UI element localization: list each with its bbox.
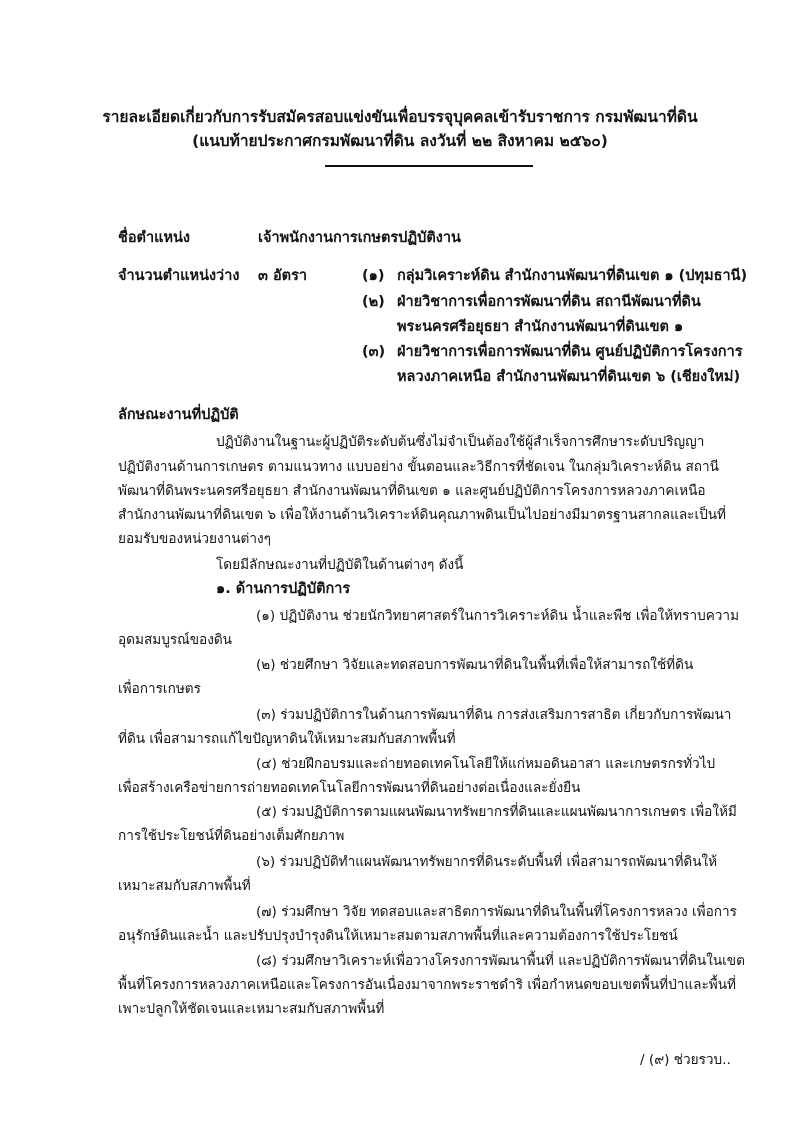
item-8-rest: พื้นที่โครงการหลวงภาคเหนือและโครงการอันเนื่องมาจากพระราชดำริ เพื่อกำหนดขอบเขตพื้นที่ป่าและพื้นที่ xyxy=(118,977,736,993)
intro-line-3: พัฒนาที่ดินพระนครศรีอยุธยา สำนักงานพัฒนาที่ดินเขต ๑ และศูนย์ปฏิบัติการโครงการหลวงภาคเหนือ xyxy=(118,483,706,499)
item-3-first: (๓) ร่วมปฏิบัติการในด้านการพัฒนาที่ดิน การส่งเสริมการสาธิต เกี่ยวกับการพัฒนา xyxy=(256,707,732,723)
unit-2-line-1: ฝ่ายวิชาการเพื่อการพัฒนาที่ดิน สถานีพัฒนาที่ดิน xyxy=(397,294,701,310)
unit-3-line-1: ฝ่ายวิชาการเพื่อการพัฒนาที่ดิน ศูนย์ปฏิบัติการโครงการ xyxy=(397,344,743,360)
unit-2-line-2: พระนครศรีอยุธยา สำนักงานพัฒนาที่ดินเขต ๑ xyxy=(397,319,684,335)
item-2-rest: เพื่อการเกษตร xyxy=(118,681,201,697)
vacancy-label: จำนวนตำแหน่งว่าง xyxy=(118,268,240,284)
unit-2-number: (๒) xyxy=(362,294,385,310)
item-1-first: (๑) ปฏิบัติงาน ช่วยนักวิทยาศาสตร์ในการวิเคราะห์ดิน น้ำและพืช เพื่อให้ทราบความ xyxy=(256,608,740,624)
intro-line-4: สำนักงานพัฒนาที่ดินเขต ๖ เพื่อให้งานด้านวิเคราะห์ดินคุณภาพดินเป็นไปอย่างมีมาตรฐานสากลและเป็นที่ xyxy=(118,507,727,523)
sub-intro: โดยมีลักษณะงานที่ปฏิบัติในด้านต่างๆ ดังนี้ xyxy=(216,557,464,573)
title-divider xyxy=(325,165,533,167)
unit-3-line-2: หลวงภาคเหนือ สำนักงานพัฒนาที่ดินเขต ๖ (เชียงใหม่) xyxy=(397,369,741,385)
item-5-rest: การใช้ประโยชน์ที่ดินอย่างเต็มศักยภาพ xyxy=(118,828,345,844)
position-name-value: เจ้าพนักงานการเกษตรปฏิบัติงาน xyxy=(258,230,461,246)
item-4-rest: เพื่อสร้างเครือข่ายการถ่ายทอดเทคโนโลยีการพัฒนาที่ดินอย่างต่อเนื่องและยั่งยืน xyxy=(118,780,581,796)
unit-1-line-1: กลุ่มวิเคราะห์ดิน สำนักงานพัฒนาที่ดินเขต ๑ (ปทุมธานี) xyxy=(397,268,748,284)
item-1-rest: อุดมสมบูรณ์ของดิน xyxy=(118,632,232,648)
job-nature-heading: ลักษณะงานที่ปฏิบัติ xyxy=(118,407,239,423)
item-3-rest: ที่ดิน เพื่อสามารถแก้ไขปัญหาดินให้เหมาะสมกับสภาพพื้นที่ xyxy=(118,731,456,747)
item-8-first: (๘) ร่วมศึกษาวิเคราะห์เพื่อวางโครงการพัฒนาพื้นที่ และปฏิบัติการพัฒนาที่ดินในเขต xyxy=(256,953,745,969)
document-title: รายละเอียดเกี่ยวกับการรับสมัครสอบแข่งขันเพื่อบรรจุบุคคลเข้ารับราชการ กรมพัฒนาที่ดิน xyxy=(102,108,698,126)
item-5-first: (๕) ร่วมปฏิบัติการตามแผนพัฒนาทรัพยากรที่ดินและแผนพัฒนาการเกษตร เพื่อให้มี xyxy=(256,804,737,820)
document-subtitle: (แนบท้ายประกาศกรมพัฒนาที่ดิน ลงวันที่ ๒๒ สิงหาคม ๒๕๖๐) xyxy=(192,132,608,150)
item-7-rest: อนุรักษ์ดินและน้ำ และปรับปรุงบำรุงดินให้เหมาะสมตามสภาพพื้นที่และความต้องการใช้ประโยชน์ xyxy=(118,928,678,944)
item-6-first: (๖) ร่วมปฏิบัติทำแผนพัฒนาทรัพยากรที่ดินระดับพื้นที่ เพื่อสามารถพัฒนาที่ดินให้ xyxy=(256,854,718,870)
intro-line-5: ยอมรับของหน่วยงานต่างๆ xyxy=(118,531,271,547)
intro-line-1: ปฏิบัติงานในฐานะผู้ปฏิบัติระดับต้นซึ่งไม่จำเป็นต้องใช้ผู้สำเร็จการศึกษาระดับปริญญา xyxy=(216,434,705,450)
continuation-note: / (๙) ช่วยรวบ.. xyxy=(640,1052,731,1068)
position-name-label: ชื่อตำแหน่ง xyxy=(118,230,191,246)
unit-3-number: (๓) xyxy=(362,344,386,360)
item-8-rest-2: เพาะปลูกให้ชัดเจนและเหมาะสมกับสภาพพื้นที่ xyxy=(118,1001,385,1017)
unit-1-number: (๑) xyxy=(362,268,385,284)
intro-line-2: ปฏิบัติงานด้านการเกษตร ตามแนวทาง แบบอย่าง ขั้นตอนและวิธีการที่ชัดเจน ในกลุ่มวิเคราะห์ดิน สถานี xyxy=(118,459,719,475)
item-4-first: (๔) ช่วยฝึกอบรมและถ่ายทอดเทคโนโลยีให้แก่หมอดินอาสา และเกษตรกรทั่วไป xyxy=(256,756,716,772)
vacancy-count: ๓ อัตรา xyxy=(258,268,308,284)
item-2-first: (๒) ช่วยศึกษา วิจัยและทดสอบการพัฒนาที่ดินในพื้นที่เพื่อให้สามารถใช้ที่ดิน xyxy=(256,657,694,673)
section-1-heading: ๑. ด้านการปฏิบัติการ xyxy=(216,581,351,597)
item-6-rest: เหมาะสมกับสภาพพื้นที่ xyxy=(118,878,251,894)
item-7-first: (๗) ร่วมศึกษา วิจัย ทดสอบและสาธิตการพัฒนาที่ดินในพื้นที่โครงการหลวง เพื่อการ xyxy=(256,904,737,920)
